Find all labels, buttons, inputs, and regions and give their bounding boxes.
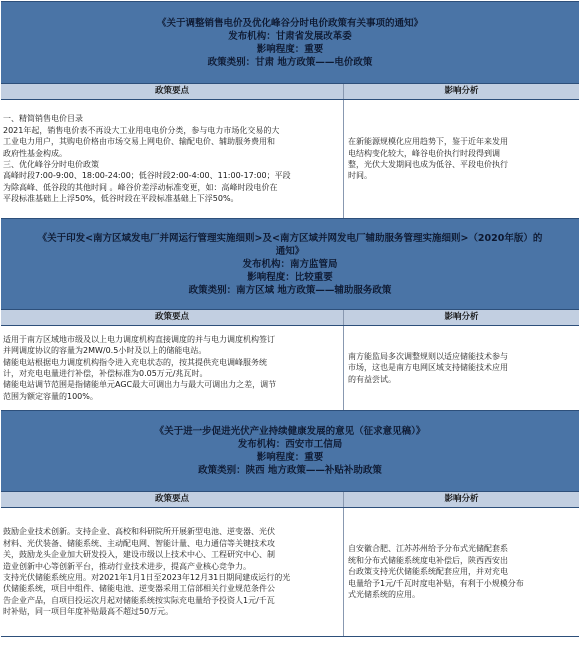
table-header xyxy=(1,310,579,325)
analysis-line: 的有益尝试。 xyxy=(348,374,396,384)
policy-impact: 影响程度：比较重要 xyxy=(247,271,333,283)
policy-line: 时补贴，同一项目年度补贴最高不超过50万元。 xyxy=(3,607,174,617)
policy-line: 三、优化峰谷分时电价政策 xyxy=(3,160,99,169)
analysis-line: 在新能源规模化应用趋势下，鉴于近年来发用 xyxy=(348,137,508,147)
table-row xyxy=(1,508,579,636)
policy-banner xyxy=(1,219,579,309)
analysis-line: 自安徽合肥、江苏苏州给予分布式光储配套系 xyxy=(348,544,508,554)
analysis-line: 统和分布式储能系统度电补偿后，陕西西安出 xyxy=(348,555,508,565)
policy-banner xyxy=(1,411,579,491)
column-header-analysis: 影响分析 xyxy=(444,86,479,96)
analysis-line: 台政策支持光伏储能系统配套应用，并对充电 xyxy=(348,567,508,577)
policy-line: 关，鼓励龙头企业加大研发投入，建设市级以上技术中心、工程研究中心、制 xyxy=(3,550,275,560)
policy-issuer: 发布机构：南方监管局 xyxy=(242,258,338,270)
policy-table xyxy=(1,1,579,637)
analysis-line: 式光储系统的应用。 xyxy=(348,590,420,600)
policy-line: 2021年起，销售电价表不再设大工业用电电价分类，参与电力市场化交易的大 xyxy=(3,125,280,135)
column-header-policy: 政策要点 xyxy=(1,310,344,325)
policy-line: 储能电站根据电力调度机构指令进入充电状态的，按其提供充电调峰服务统 xyxy=(3,357,267,367)
policy-title: 《关于进一步促进光伏产业持续健康发展的意见（征求意见稿）》 xyxy=(154,426,426,437)
column-header-analysis: 影响分析 xyxy=(444,494,479,504)
policy-line: 平段标准基础上上浮50%，低谷时段在平段标准基础上下浮50%。 xyxy=(3,194,239,204)
impact-analysis-cell xyxy=(344,100,579,218)
analysis-line: 南方能监局多次调整规则以适应储能技术参与 xyxy=(348,351,508,361)
policy-line: 材料、光伏装备、储能系统、主动配电网、智能计量、电力通信等关键技术攻 xyxy=(3,538,275,548)
column-header-policy: 政策要点 xyxy=(1,84,344,99)
policy-category: 政策类别：甘肃 地方政策——电价政策 xyxy=(207,56,373,68)
policy-line: 支持光伏储能系统应用。对2021年1月1日至2023年12月31日期间建成运行的光 xyxy=(3,573,291,582)
policy-category: 政策类别：南方区域 地方政策——辅助服务政策 xyxy=(188,284,392,296)
table-header xyxy=(1,492,579,507)
policy-line: 鼓励企业技术创新。支持企业、高校和科研院所开展新型电池、逆变器、光伏 xyxy=(3,527,275,537)
policy-title: 《关于印发<南方区域发电厂并网运行管理实施细则>及<南方区域并网发电厂辅助服务管理实施细则>（2020年版）的 xyxy=(37,232,543,244)
policy-line: 高峰时段7:00-9:00、18:00-24:00；低谷时段2:00-4:00、11:00-17:00；平段 xyxy=(3,171,291,181)
table-row xyxy=(1,100,579,218)
policy-line: 政府性基金构成。 xyxy=(3,148,67,158)
policy-points-cell xyxy=(1,508,344,636)
policy-line: 适用于南方区域地市级及以上电力调度机构直接调度的并与电力调度机构签订 xyxy=(3,334,275,344)
policy-title: 《关于调整销售电价及优化峰谷分时电价政策有关事项的通知》 xyxy=(156,17,423,29)
policy-line: 伏储能系统，项目中组件、储能电池、逆变器采用工信部相关行业规范条件公 xyxy=(3,584,275,594)
policy-line: 计，对充电电量进行补偿，补偿标准为0.05万元/兆瓦时。 xyxy=(3,369,208,378)
analysis-line: 整，光伏大发期间也成为低谷、平段电价执行 xyxy=(348,160,508,169)
analysis-line: 电量给予1元/千瓦时度电补贴，有利于小规模分布 xyxy=(348,578,524,588)
column-header-analysis: 影响分析 xyxy=(444,312,479,322)
policy-points-cell xyxy=(1,326,344,410)
policy-line: 储能电站调节范围是指储能单元AGC最大可调出力与最大可调出力之差，调节 xyxy=(3,380,277,390)
policy-line: 范围为额定容量的100%。 xyxy=(3,391,98,401)
policy-issuer: 发布机构：甘肃省发展改革委 xyxy=(228,30,352,42)
analysis-line: 时间。 xyxy=(348,171,372,181)
policy-title-cont: 通知》 xyxy=(275,245,305,257)
policy-impact: 影响程度：重要 xyxy=(256,452,324,463)
policy-line: 造业创新中心等创新平台，推动行业技术进步，提高产业核心竞争力。 xyxy=(3,561,251,571)
policy-line: 为除高峰、低谷段的其他时间 。峰谷价差浮动标准变更，如：高峰时段电价在 xyxy=(3,182,278,192)
policy-line: 工业电力用户，其购电价格由市场交易上网电价、输配电价、辅助服务费用和 xyxy=(3,137,275,147)
analysis-line: 市场，这也是南方电网区域支持储能技术应用 xyxy=(348,363,508,373)
policy-impact: 影响程度：重要 xyxy=(256,43,324,55)
table-header xyxy=(1,84,579,99)
policy-issuer: 发布机构：西安市工信局 xyxy=(237,439,343,450)
policy-banner xyxy=(1,2,579,83)
policy-line: 告企业产品，自项目投运次月起对储能系统按实际充电量给予投资人1元/千瓦 xyxy=(3,595,275,605)
policy-points-cell xyxy=(1,100,344,218)
column-header-policy: 政策要点 xyxy=(1,492,344,507)
table-row xyxy=(1,326,579,410)
policy-line: 一、精简销售电价目录 xyxy=(3,114,83,124)
analysis-line: 电结构变化较大，峰谷电价执行时段得到调 xyxy=(348,148,500,158)
policy-category: 政策类别：陕西 地方政策——补贴补助政策 xyxy=(198,465,382,476)
impact-analysis-cell xyxy=(344,508,579,636)
impact-analysis-cell xyxy=(344,326,579,410)
policy-line: 并网调度协议的容量为2MW/0.5小时及以上的储能电站。 xyxy=(3,346,207,356)
